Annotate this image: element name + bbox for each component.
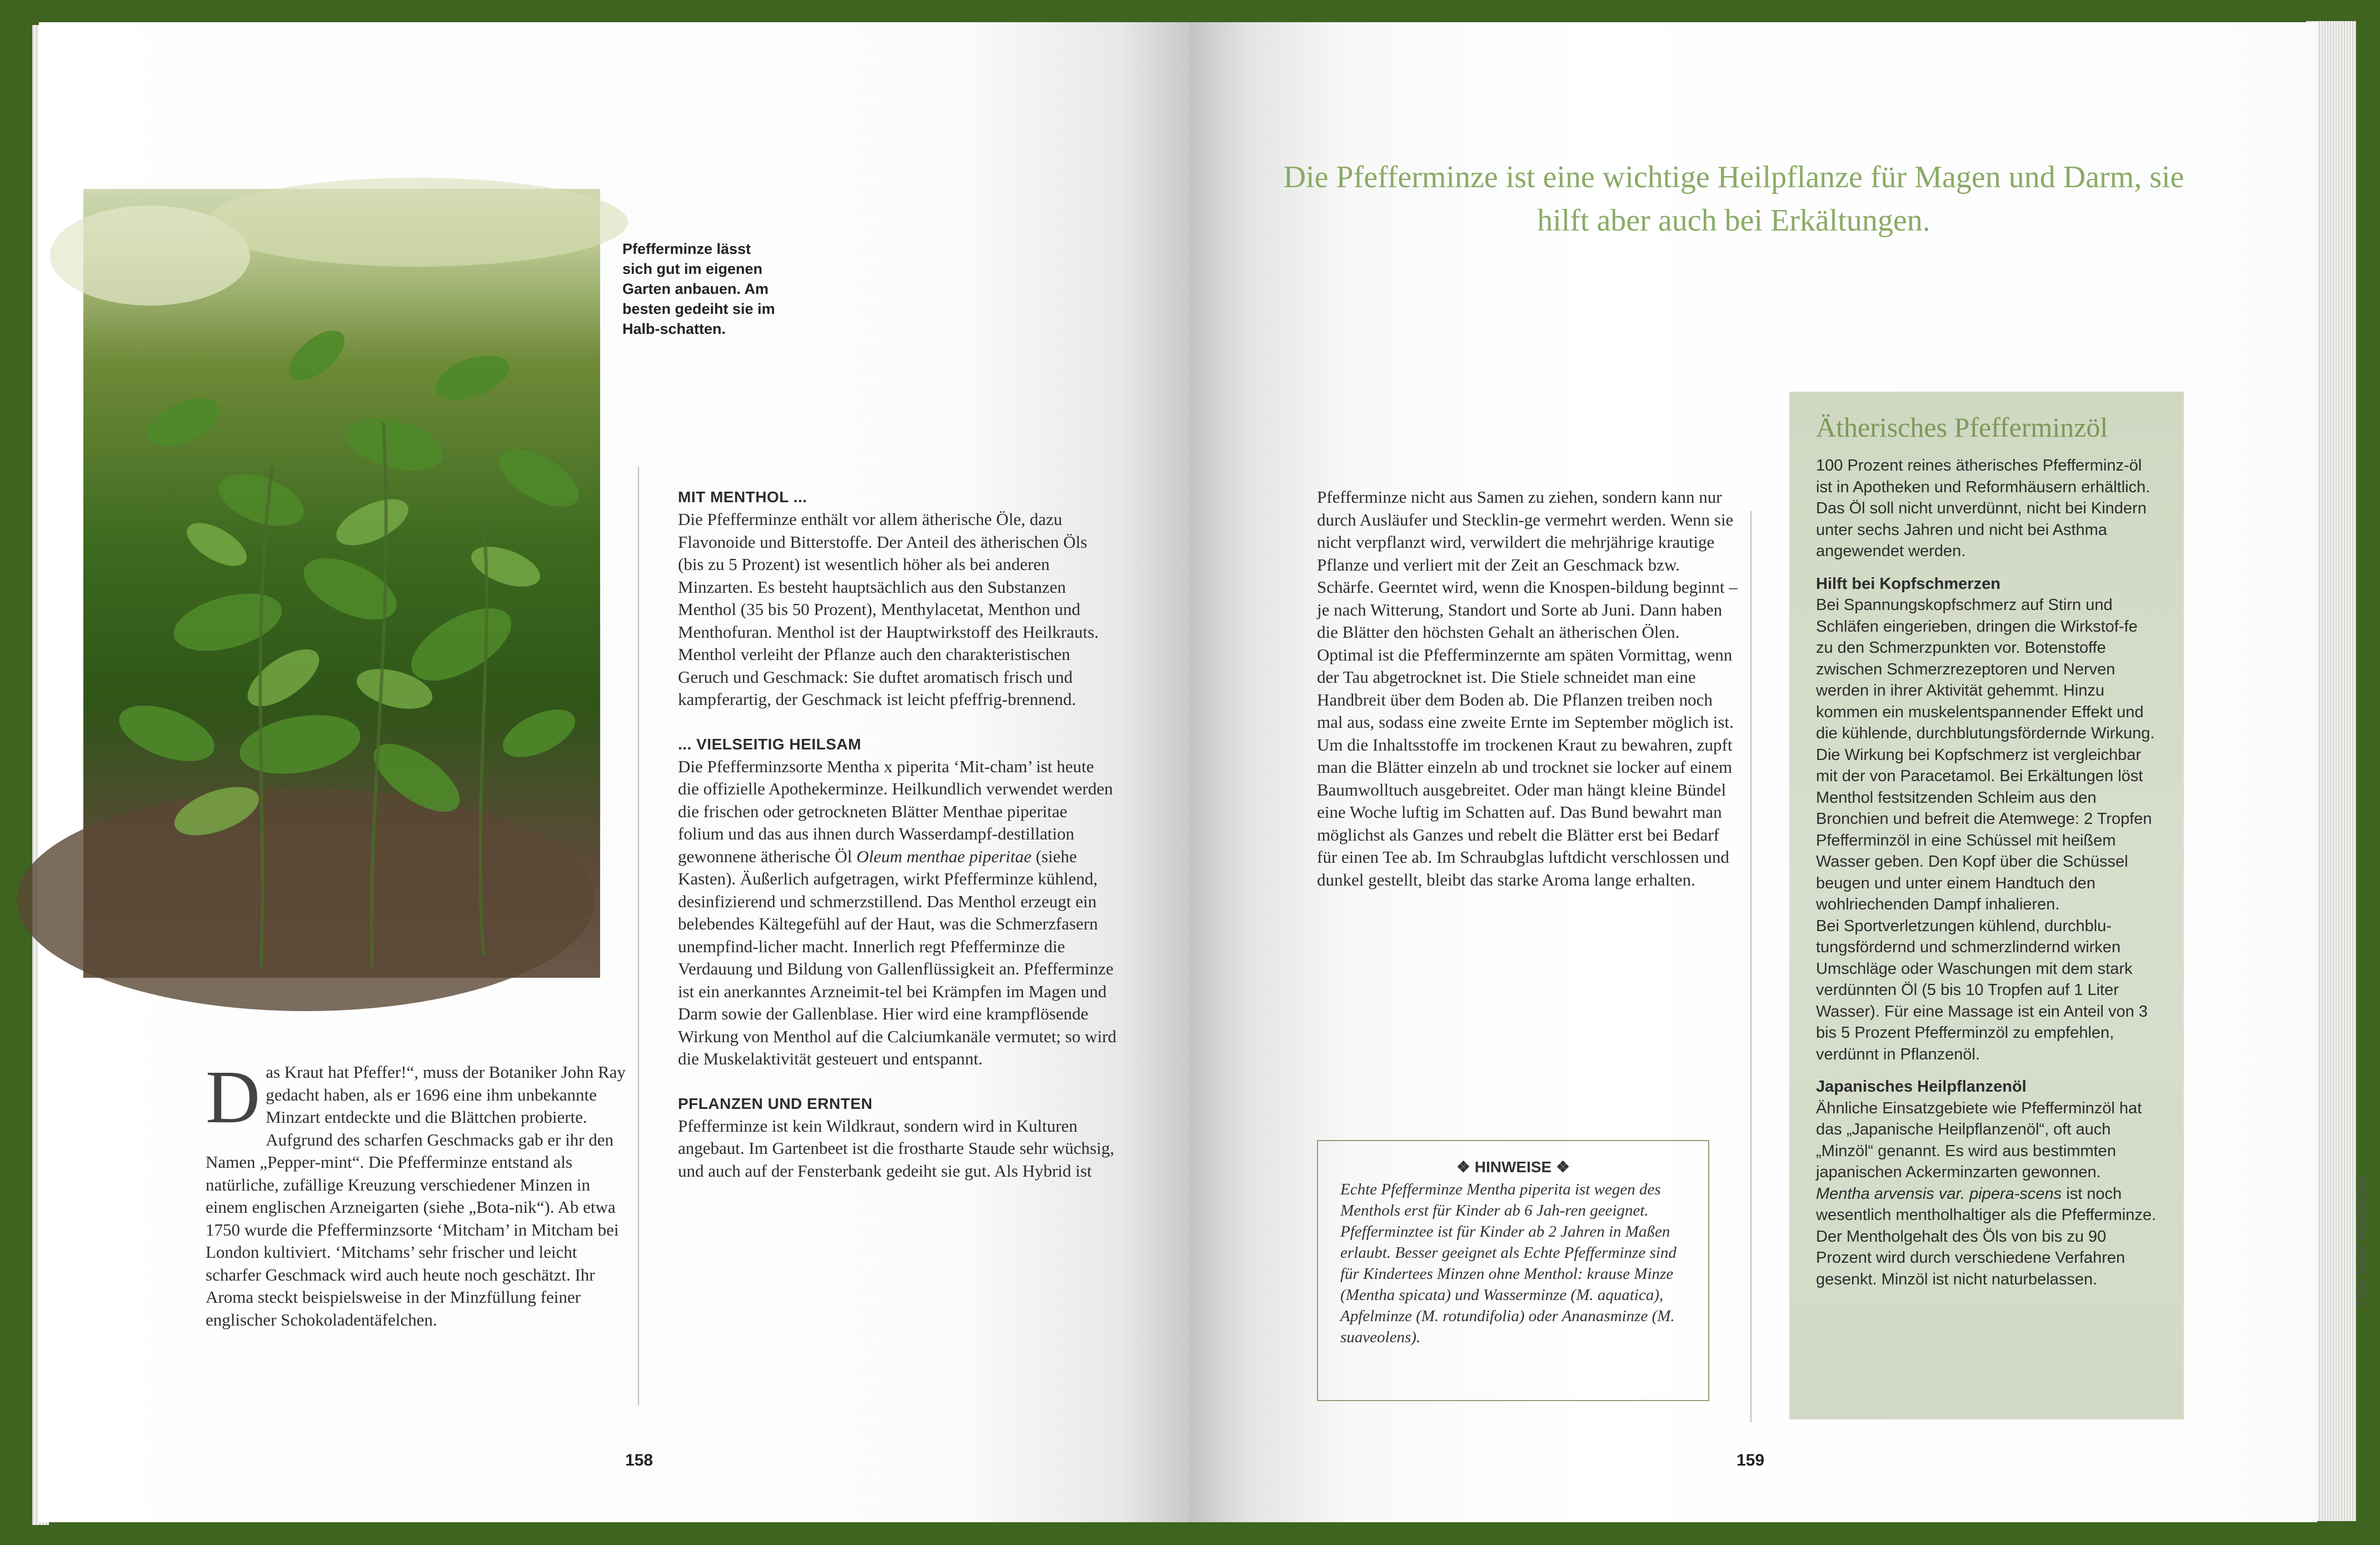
section-text-heilsam: Die Pfefferminzsorte Mentha x piperita ‘Mit-cham’ ist heute die offizielle Apothekerminze. Heilkundlich verwendet werden die frischen oder getrockneten Blätter Menthae piperitae folium und das aus ihnen durch Wasserdampf-destillation gewonnene ätherische Öl Oleum menthae piperitae (siehe Kasten). Äußerlich aufgetragen, wirkt Pfefferminze kühlend, desinfizierend und schmerzstillend. Das Menthol erzeugt ein belebendes Kältegefühl auf der Haut, was die Schmerzfasern unempfind-licher macht. Innerlich regt Pfefferminze die Verdauung und Bildung von Gallenflüssigkeit an. Pfefferminze ist ein anerkanntes Arzneimit-tel bei Krämpfen im Magen und Darm sowie der Gallenblase. Hier wird eine krampflösende Wirkung von Menthol auf die Calciumkanäle vermutet; so wird die Muskelaktivität gesteuert und entspannt. (678, 756, 1117, 1068)
sidebar-box (1789, 392, 2184, 1419)
section-text-pflanzen: Pfefferminze ist kein Wildkraut, sondern wird in Kulturen angebaut. Im Gartenbeet ist die frostharte Staude sehr wüchsig, und auch auf der Fensterbank gedeiht sie gut. Als Hybrid ist (678, 1116, 1115, 1181)
column-divider (638, 467, 639, 1406)
sidebar-text-kopfschmerzen: Bei Spannungskopfschmerz auf Stirn und Schläfen eingerieben, dringen die Wirkstof-fe zu den Schmerzpunkten vor. Botenstoffe zwischen Schmerzrezeptoren und Nerven werden in ihrer Aktivität gehemmt. Hinzu kommen ein muskelentspannender Effekt und die kühlende, durchblutungsfördernde Wirkung. Die Wirkung bei Kopfschmerz ist vergleichbar mit der von Paracetamol. Bei Erkältungen löst Menthol festsitzenden Schleim aus den Bronchien und befreit die Atemwege: 2 Tropfen Pfefferminzöl in eine Schüssel mit heißem Wasser geben. Den Kopf über die Schüssel beugen und unter einem Handtuch den wohlriechenden Dampf inhalieren. (1816, 596, 2155, 913)
section-heading-heilsam: ... VIELSEITIG HEILSAM (678, 735, 861, 753)
sidebar-text-sport: Bei Sportverletzungen kühlend, durchblu-tungsfördernd und schmerzlindernd wirken Umschläge oder Waschungen mit dem stark verdünnten Öl (5 bis 10 Tropfen auf 1 Liter Wasser). Für eine Massage ist ein Anteil von 3 bis 5 Prozent Pfefferminzöl zu empfehlen, verdünnt in Pflanzenöl. (1816, 917, 2148, 1063)
sidebar-intro: 100 Prozent reines ätherisches Pfefferminz-öl ist in Apotheken und Reformhäusern erhältlich. Das Öl soll nicht unverdünnt, nicht bei Kindern unter sechs Jahren und nicht bei Asthma angewendet werden. (1816, 457, 2151, 560)
page-number-right: 159 (1737, 1451, 1765, 1469)
continuation-column (1317, 486, 1739, 891)
mint-plant-photo (83, 189, 600, 978)
hinweise-text: Echte Pfefferminze Mentha piperita ist wegen des Menthols erst für Kinder ab 6 Jah-ren geeignet. Pfefferminztee ist für Kinder ab 2 Jahren in Maßen erlaubt. Besser geeignet als Echte Pfefferminze sind für Kindertees Minzen ohne Menthol: krause Minze (Mentha spicata) und Wasserminze (M. aquatica), Apfelminze (M. rotundifolia) oder Ananasminze (M. suaveolens). (1340, 1181, 1677, 1346)
right-page (1189, 22, 2368, 1522)
photo-caption: Pfefferminze lässt sich gut im eigenen Garten anbauen. Am besten gedeiht sie im Halb-schatten. (622, 241, 775, 337)
left-page (39, 22, 1189, 1522)
column-text: Pfefferminze nicht aus Samen zu ziehen, sondern kann nur durch Ausläufer und Stecklin-ge vermehrt werden. Wenn sie nicht verpflanzt wird, verwildert die mehrjährige krautige Pflanze und verliert mit der Zeit an Geschmack bzw. Schärfe. Geerntet wird, wenn die Knospen-bildung beginnt – je nach Witterung, Standort und Sorte ab Juni. Dann haben die Blätter den höchsten Gehalt an ätherischen Ölen. Optimal ist die Pfefferminzernte am späten Vormittag, wenn der Tau abgetrocknet ist. Die Stiele schneidet man eine Handbreit über dem Boden ab. Die Pflanzen treiben noch mal aus, sodass eine zweite Ernte im September möglich ist. (1317, 487, 1738, 732)
sidebar-text-japanisch: Ähnliche Einsatzgebiete wie Pfefferminzöl hat das „Japanische Heilpflanzenöl“, oft auch „Minzöl“ genannt. Es wird aus bestimmten japanischen Ackerminzarten gewonnen. Mentha arvensis var. pipera-scens ist noch wesentlich mentholhaltiger als die Pfefferminze. Der Mentholgehalt des Öls von bis zu 90 Prozent wird durch verschiedene Verfahren gesenkt. Minzöl ist nicht naturbelassen. (1816, 1099, 2157, 1288)
section-heading-menthol: MIT MENTHOL ... (678, 488, 807, 506)
photo-credit: Foto: Merle Weidemann (2354, 1175, 2368, 1306)
hinweise-box (1317, 1140, 1709, 1401)
sidebar-title: Ätherisches Pfefferminzöl (1816, 412, 2108, 443)
page-number-left: 158 (625, 1451, 653, 1469)
section-text-menthol: Die Pfefferminze enthält vor allem ätherische Öle, dazu Flavonoide und Bitterstoffe. Der Anteil des ätherischen Öls (bis zu 5 Prozent) ist wesentlich höher als bei anderen Minzarten. Es besteht hauptsächlich aus den Substanzen Menthol (35 bis 50 Prozent), Menthylacetat, Menthon und Menthofuran. Menthol ist der Hauptwirkstoff des Heilkrauts. Menthol verleiht der Pflanze auch den charakteristischen Geruch und Geschmack: Sie duftet aromatisch frisch und kampferartig, der Geschmack ist leicht pfeffrig-brennend. (678, 509, 1099, 709)
section-heading-pflanzen: PFLANZEN UND ERNTEN (678, 1094, 873, 1112)
sidebar-heading-kopfschmerzen: Hilft bei Kopfschmerzen (1816, 574, 2000, 593)
drop-cap: D (206, 1056, 261, 1139)
hinweise-title: ❖ HINWEISE ❖ (1456, 1158, 1570, 1176)
main-column (678, 486, 1117, 1182)
intro-column (206, 1056, 633, 1331)
page-headline: Die Pfefferminze ist eine wichtige Heilpflanze für Magen und Darm, sie hilft aber auch bei Erkältungen. (1283, 160, 2184, 238)
sidebar-heading-japanisch: Japanisches Heilpflanzenöl (1816, 1078, 2027, 1096)
column-divider-right (1750, 511, 1752, 1422)
intro-text: as Kraut hat Pfeffer!“, muss der Botaniker John Ray gedacht haben, als er 1696 eine ihm unbekannte Minzart entdeckte und die Blättchen probierte. Aufgrund des scharfen Geschmacks gab er ihr den Namen „Pepper-mint“. Die Pfefferminze entstand als natürliche, zufällige Kreuzung verschiedener Minzen in einem englischen Arzneigarten (siehe „Bota-nik“). Ab etwa 1750 wurde die Pfefferminzsorte ‘Mitcham’ in Mitcham bei London kultiviert. ‘Mitchams’ sehr frischer und leicht scharfer Geschmack wird auch heute noch geschätzt. Ihr Aroma steckt beispielsweise in der Minzfüllung feiner englischer Schokoladentäfelchen. (206, 1062, 626, 1329)
column-text-2: Um die Inhaltsstoffe im trockenen Kraut zu bewahren, zupft man die Blätter einzeln ab und trocknet sie locker auf einem Baumwolltuch ausgebreitet. Oder man hängt kleine Bündel eine Woche luftig im Schatten auf. Das Bund bewahrt man möglichst als Ganzes und rebelt die Blätter erst bei Bedarf für einen Tee ab. Im Schraubglas luftdicht verschlossen und dunkel gestellt, bleibt das starke Aroma lange erhalten. (1317, 734, 1733, 889)
